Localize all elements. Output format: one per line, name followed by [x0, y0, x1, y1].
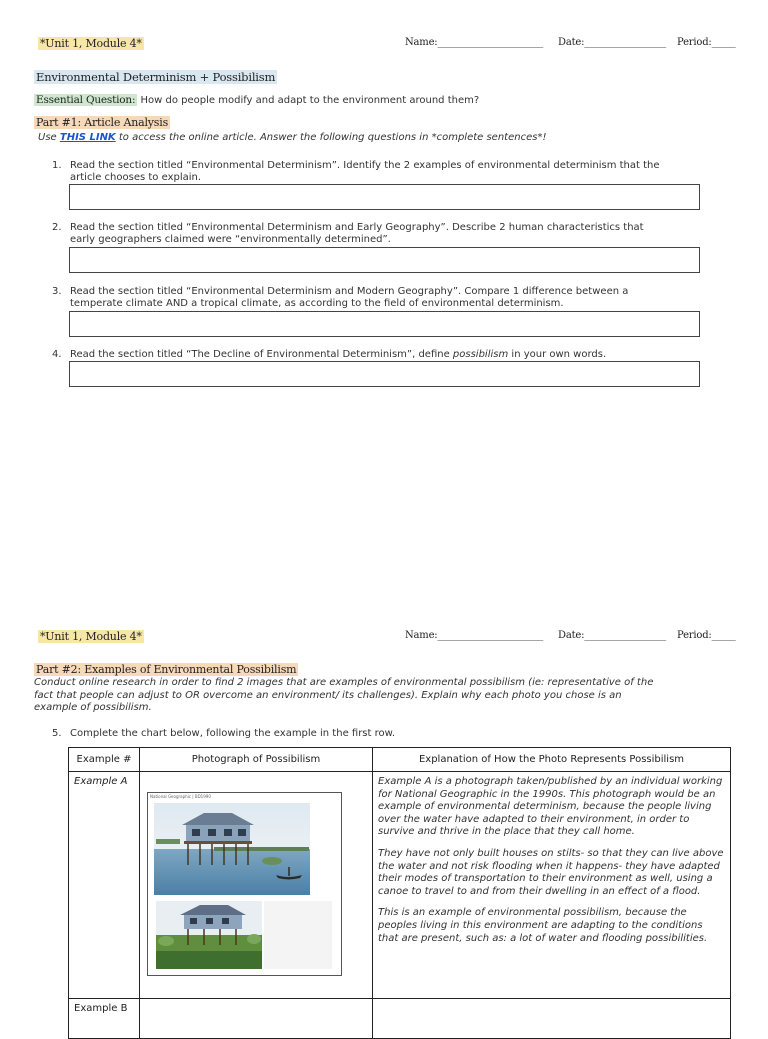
- table-row: [69, 999, 731, 1039]
- essential-question-text: How do people modify and adapt to the environment around them?: [140, 95, 480, 106]
- question-number: 1.: [52, 160, 62, 171]
- explanation-cell: [373, 772, 731, 999]
- possibilism-chart: [68, 747, 731, 1039]
- question-text: Read the section titled “Environmental Determinism and Early Geography”. Describe 2 human characteristics that: [70, 222, 644, 233]
- question-text: article chooses to explain.: [70, 172, 202, 183]
- question-number: 5.: [52, 728, 62, 739]
- explanation-paragraph: This is an example of environmental possibilism, because the peoples living in this environment are adapting to the conditions that are present, such as: a lot of water and flooding possibilities.: [378, 907, 708, 944]
- part2-heading: Part #2: Examples of Environmental Possibilism: [36, 663, 297, 676]
- answer-box-3[interactable]: [69, 311, 700, 337]
- unit-label: *Unit 1, Module 4*: [40, 37, 142, 50]
- question-number: 4.: [52, 349, 62, 360]
- photo-caption: National Geographic | BD1990: [150, 794, 211, 799]
- period-field-label-page2: Period:_____: [677, 630, 736, 641]
- article-link[interactable]: THIS LINK: [59, 132, 116, 143]
- instruction-line: example of possibilism.: [34, 702, 152, 713]
- part2-instructions: [34, 677, 653, 715]
- period-field-label: Period:_____: [677, 37, 736, 48]
- part1-heading: Part #1: Article Analysis: [36, 116, 169, 129]
- question-text: Read the section titled “The Decline of Environmental Determinism”, define possibilism in your own words.: [70, 349, 607, 360]
- stilt-house-photo-top: [154, 803, 310, 895]
- photo-cell-empty[interactable]: [140, 999, 373, 1039]
- answer-box-1[interactable]: [69, 184, 700, 210]
- question-text: early geographers claimed were “environmentally determined”.: [70, 234, 391, 245]
- question-number: 2.: [52, 222, 62, 233]
- explanation-paragraph: They have not only built houses on stilts- so that they can live above the water and not risk flooding when it happens- they have adapted their modes of transportation to their environment as well, using a canoe to travel to and from their dwelling in an effect of a flood.: [378, 847, 724, 897]
- header-photograph: Photograph of Possibilism: [140, 748, 373, 772]
- question-2: [52, 222, 710, 246]
- table-row: [69, 772, 731, 999]
- question-1: [52, 160, 710, 184]
- page-title: Environmental Determinism + Possibilism: [36, 70, 276, 84]
- header-example-number: Example #: [69, 748, 140, 772]
- question-number: 3.: [52, 286, 62, 297]
- instruction-line: fact that people can adjust to OR overcome an environment/ its challenges). Explain why each photo you chose is an: [34, 689, 622, 701]
- header-explanation: Explanation of How the Photo Represents Possibilism: [373, 748, 731, 772]
- instr-use: Use: [38, 132, 57, 143]
- part1-instructions: [38, 132, 546, 143]
- instr-rest: to access the online article. Answer the following questions in *complete sentences*!: [118, 132, 547, 143]
- row-label: Example B: [69, 999, 140, 1039]
- date-field-label: Date:_________________: [558, 37, 666, 48]
- question-text: temperate climate AND a tropical climate, as according to the field of environmental determinism.: [70, 298, 564, 309]
- question-4: [52, 349, 710, 361]
- name-field-label-page2: Name:______________________: [405, 630, 544, 641]
- essential-question: [34, 94, 479, 106]
- question-5: [52, 728, 396, 740]
- question-text: Complete the chart below, following the example in the first row.: [70, 728, 396, 739]
- faded-text-area: [264, 901, 332, 969]
- instruction-line: Conduct online research in order to find 2 images that are examples of environmental possibilism (ie: representative of the: [34, 677, 654, 688]
- essential-question-label: Essential Question:: [36, 94, 136, 106]
- explanation-paragraph: Example A is a photograph taken/published by an individual working for National Geographic in the 1990s. This photograph would be an example of environmental determinism, because the people living over the water have adapted to their environment, in order to survive and thrive in the place that they call home.: [378, 776, 723, 838]
- row-label: Example A: [69, 772, 140, 999]
- photo-cell: [140, 772, 373, 999]
- answer-box-2[interactable]: [69, 247, 700, 273]
- answer-box-4[interactable]: [69, 361, 700, 387]
- explanation-cell-empty[interactable]: [373, 999, 731, 1039]
- date-field-label-page2: Date:_________________: [558, 630, 666, 641]
- question-3: [52, 286, 710, 310]
- unit-label-page2: *Unit 1, Module 4*: [40, 630, 142, 643]
- name-field-label: Name:______________________: [405, 37, 544, 48]
- question-text: Read the section titled “Environmental Determinism and Modern Geography”. Compare 1 difference between a: [70, 286, 629, 297]
- photo-frame: [147, 792, 342, 976]
- stilt-house-photo-bottom: [156, 901, 262, 969]
- question-text: Read the section titled “Environmental Determinism”. Identify the 2 examples of environmental determinism that the: [70, 160, 660, 171]
